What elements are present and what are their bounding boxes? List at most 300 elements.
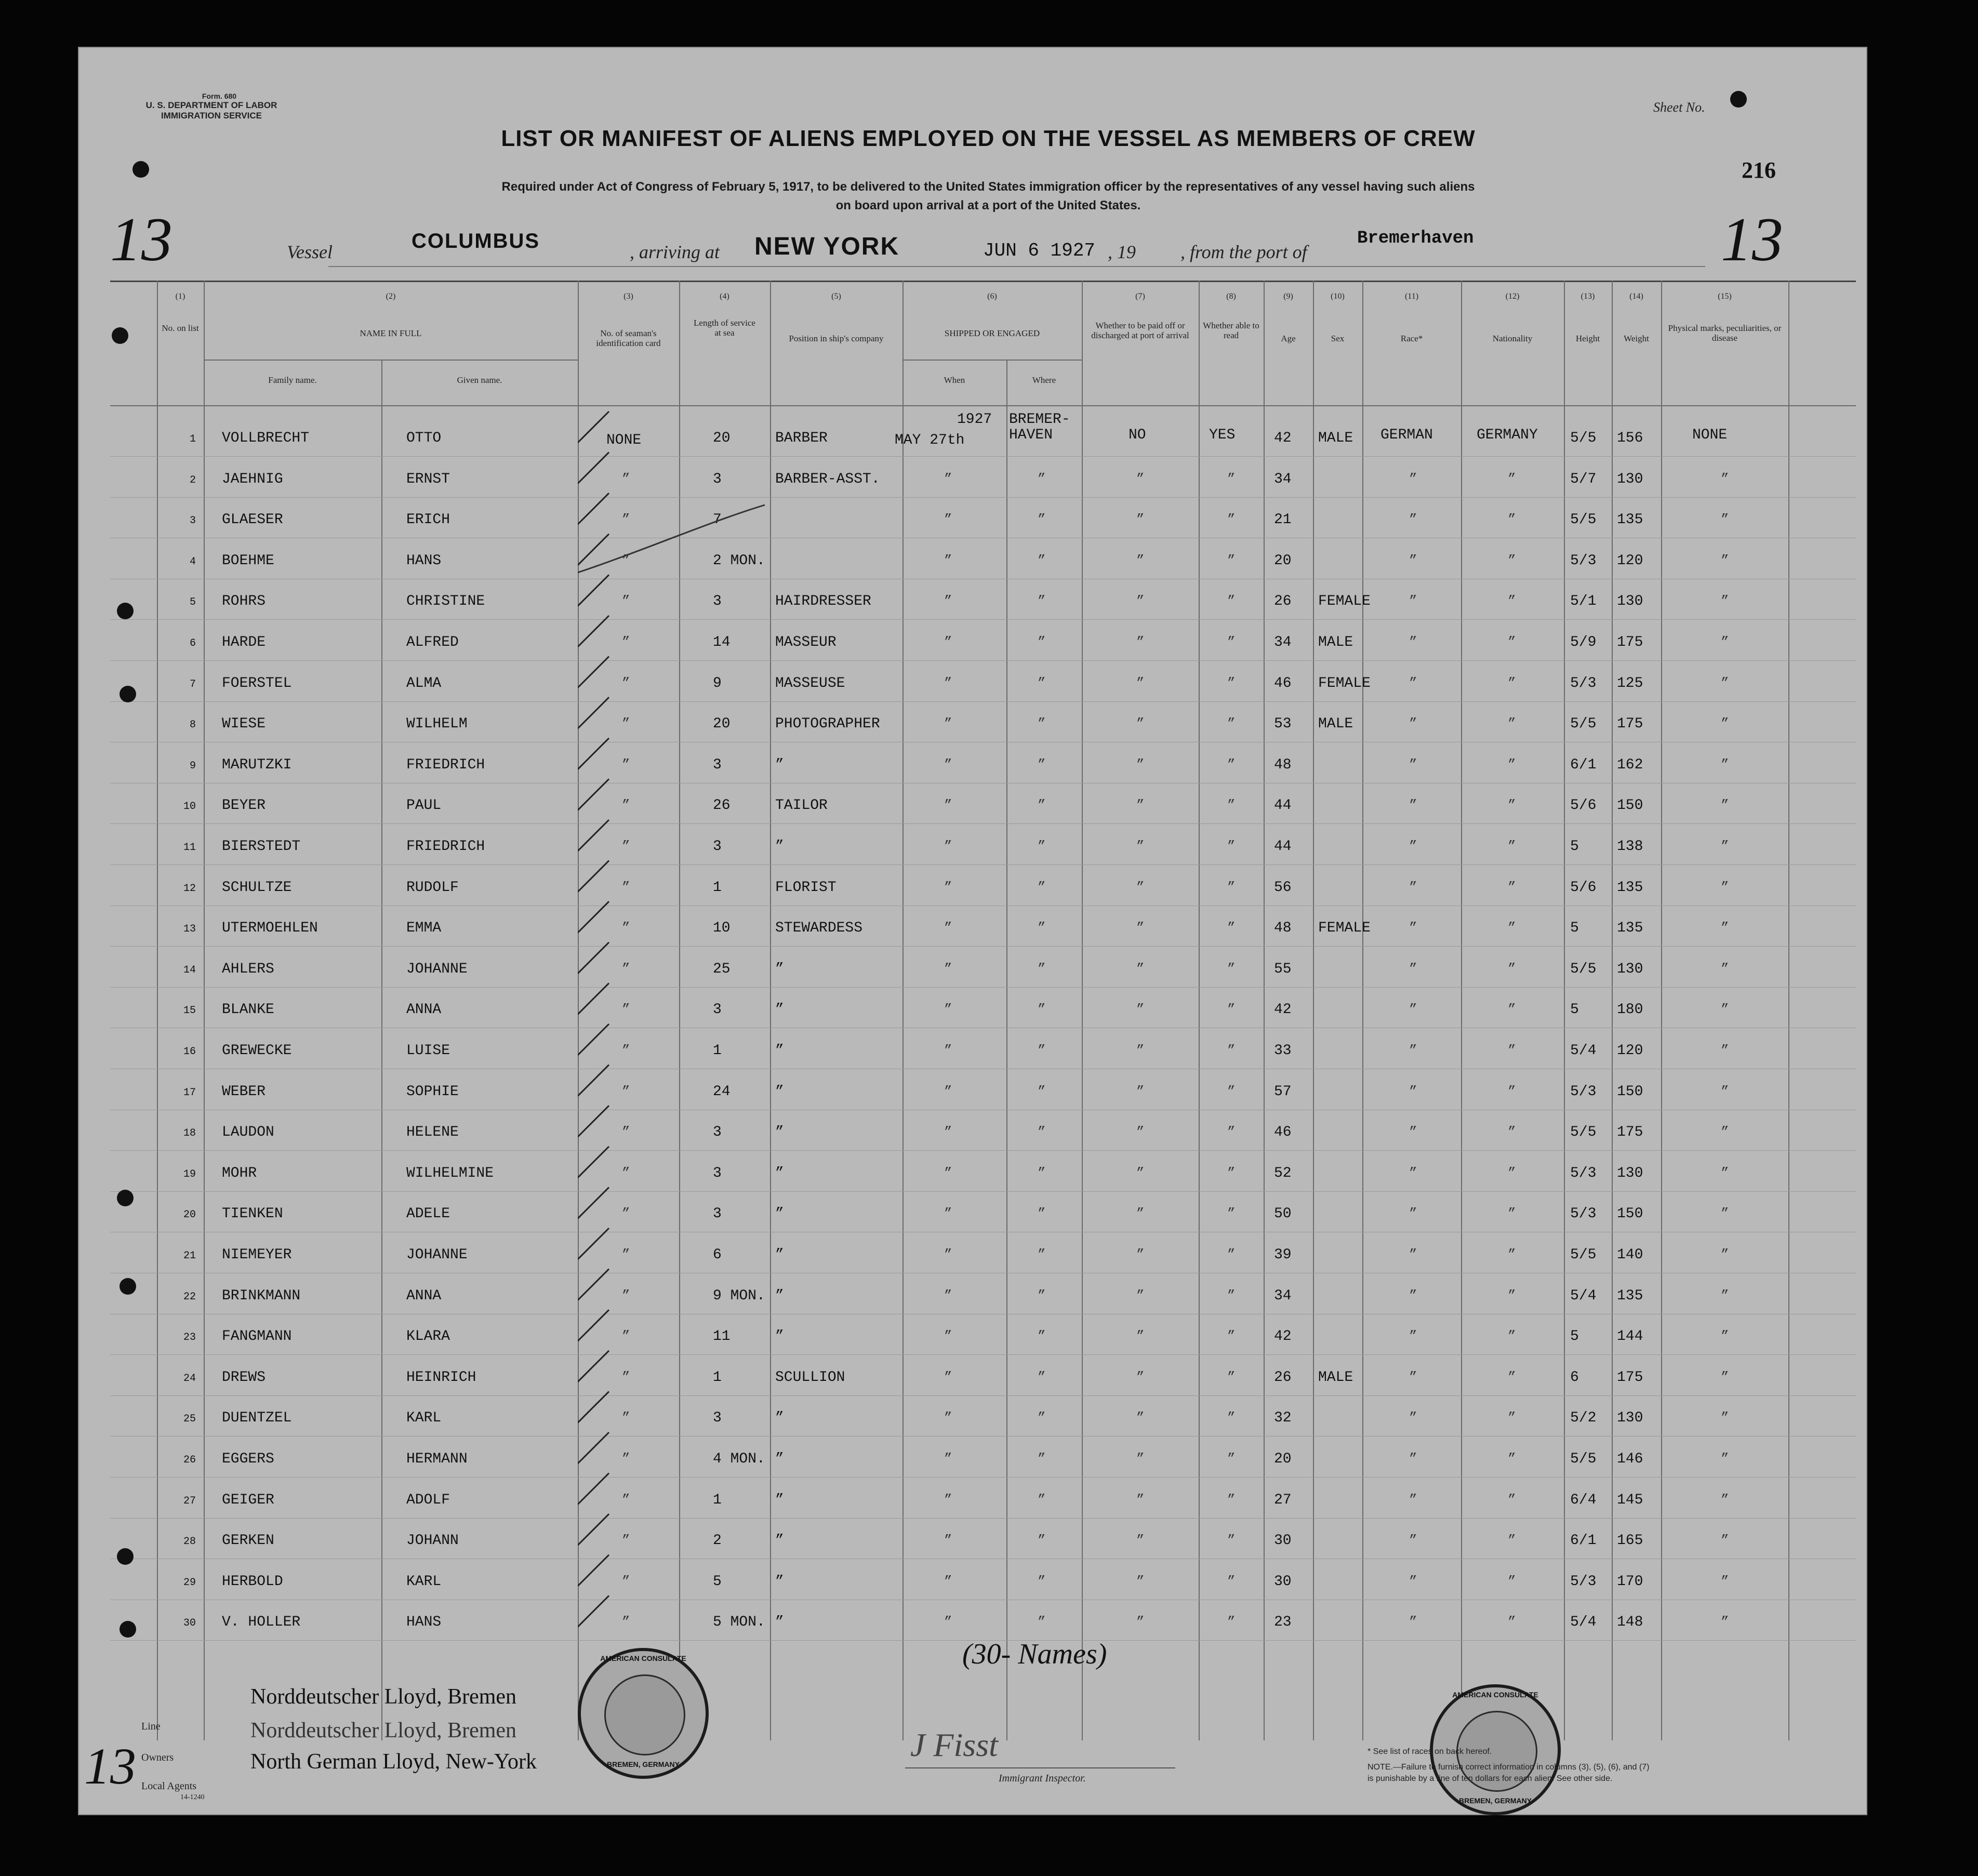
paid-off-ditto: ” (1136, 1124, 1145, 1140)
when-ditto: ” (944, 1451, 952, 1467)
row-rule (110, 456, 1856, 457)
family-name-cell: LAUDON (222, 1124, 274, 1141)
given-name-cell: HELENE (406, 1124, 459, 1141)
position-cell: BARBER-ASST. (775, 471, 880, 487)
age-cell: 55 (1274, 961, 1292, 977)
height-cell: 5/4 (1570, 1614, 1597, 1631)
race-ditto: ” (1409, 634, 1417, 650)
service-length-cell: 4 MON. (713, 1451, 765, 1467)
position-cell: STEWARDESS (775, 920, 863, 937)
check-slash (578, 1147, 609, 1178)
shipped-where-2: HAVEN (1009, 427, 1053, 443)
height-cell: 5/5 (1570, 1451, 1597, 1467)
given-name-cell: PAUL (406, 797, 442, 814)
when-ditto: ” (944, 716, 952, 732)
nationality-ditto: ” (1508, 634, 1516, 650)
given-name-cell: SOPHIE (406, 1083, 459, 1100)
height-cell: 6/4 (1570, 1492, 1597, 1508)
physical-ditto: ” (1721, 920, 1729, 936)
col-divider (1788, 281, 1789, 1740)
when-ditto: ” (944, 1083, 952, 1099)
height-cell: 5/3 (1570, 552, 1597, 569)
row-rule (110, 1395, 1856, 1396)
position-cell: ” (775, 1328, 784, 1345)
row-number: 29 (183, 1576, 196, 1589)
header-height: Height (1575, 334, 1600, 343)
paid-off-ditto: ” (1136, 552, 1145, 568)
row-number: 9 (189, 760, 196, 772)
check-slash (578, 1514, 609, 1545)
vessel-name: COLUMBUS (411, 230, 540, 252)
race-ditto: ” (1409, 1533, 1417, 1549)
service-length-cell: 3 (713, 756, 722, 773)
check-slash (578, 1595, 609, 1627)
race-ditto: ” (1409, 1247, 1417, 1262)
id-card-ditto: ” (622, 1573, 630, 1589)
nationality-ditto: ” (1508, 1533, 1516, 1549)
row-number: 13 (183, 923, 196, 936)
service-length-cell: 3 (713, 593, 722, 610)
check-slash (578, 1065, 609, 1096)
given-name-cell: ANNA (406, 1287, 442, 1304)
nationality-ditto: ” (1508, 1247, 1516, 1262)
header-physical: Physical marks, peculiarities, or disease (1668, 323, 1782, 343)
id-column-slash-marks (578, 406, 786, 1705)
id-card-ditto: ” (622, 471, 630, 487)
race-ditto: ” (1409, 1287, 1417, 1303)
able-read-ditto: ” (1227, 920, 1236, 936)
position-cell: ” (775, 756, 784, 773)
able-read-ditto: ” (1227, 1083, 1236, 1099)
given-name-cell: WILHELMINE (406, 1165, 494, 1181)
table-top-border (110, 281, 1856, 282)
age-cell: 42 (1274, 430, 1292, 446)
height-cell: 5/5 (1570, 1247, 1597, 1263)
check-slash (578, 1310, 609, 1341)
nationality-ditto: ” (1508, 961, 1516, 977)
weight-cell: 138 (1617, 839, 1643, 855)
row-number: 12 (183, 882, 196, 895)
where-ditto: ” (1038, 1124, 1046, 1140)
position-cell: ” (775, 1533, 784, 1549)
physical-ditto: ” (1721, 1083, 1729, 1099)
where-ditto: ” (1038, 797, 1046, 814)
manifest-sheet (78, 47, 1867, 1815)
col-number: (11) (1404, 292, 1419, 301)
where-ditto: ” (1038, 1492, 1046, 1508)
paid-off-ditto: ” (1136, 1492, 1145, 1508)
physical-ditto: ” (1721, 1614, 1729, 1630)
col-number: (12) (1505, 292, 1520, 301)
service-length-cell: 3 (713, 1410, 722, 1427)
given-name-cell: FRIEDRICH (406, 839, 485, 855)
able-read-ditto: ” (1227, 879, 1236, 895)
check-slash (578, 738, 609, 769)
given-name-cell: WILHELM (406, 716, 468, 733)
where-ditto: ” (1038, 1165, 1046, 1181)
where-ditto: ” (1038, 920, 1046, 936)
able-read-ditto: ” (1227, 471, 1236, 487)
footer-list-number: 13 (84, 1737, 136, 1795)
page-title: LIST OR MANIFEST OF ALIENS EMPLOYED ON THE VESSEL AS MEMBERS OF CREW (501, 126, 1476, 151)
position-cell: PHOTOGRAPHER (775, 716, 880, 733)
paid-off-ditto: ” (1136, 716, 1145, 732)
id-card-ditto: ” (622, 756, 630, 773)
race-value: GERMAN (1380, 427, 1433, 443)
paid-off-ditto: ” (1136, 471, 1145, 487)
nationality-ditto: ” (1508, 1492, 1516, 1508)
race-ditto: ” (1409, 1492, 1417, 1508)
sex-cell: MALE (1318, 1369, 1353, 1386)
agents-value: North German Lloyd, New-York (250, 1750, 537, 1774)
race-ditto: ” (1409, 1124, 1417, 1140)
check-slash (578, 820, 609, 851)
when-ditto: ” (944, 1614, 952, 1630)
col-number: (10) (1331, 292, 1345, 301)
inspector-label: Immigrant Inspector. (999, 1773, 1086, 1784)
nationality-ditto: ” (1508, 920, 1516, 936)
sex-cell: FEMALE (1318, 593, 1371, 610)
race-ditto: ” (1409, 1002, 1417, 1018)
age-cell: 52 (1274, 1165, 1292, 1181)
row-rule (110, 823, 1856, 824)
weight-cell: 140 (1617, 1247, 1643, 1263)
col-number: (6) (987, 292, 997, 301)
col-divider (1082, 281, 1083, 1740)
id-card-ditto: ” (622, 839, 630, 854)
able-read-ditto: ” (1227, 756, 1236, 773)
able-read-ditto: ” (1227, 1451, 1236, 1467)
height-cell: 6/1 (1570, 756, 1597, 773)
physical-ditto: ” (1721, 716, 1729, 732)
position-cell: SCULLION (775, 1369, 845, 1386)
family-name-cell: HARDE (222, 634, 266, 650)
col-number: (5) (831, 292, 841, 301)
physical-ditto: ” (1721, 797, 1729, 814)
race-ditto: ” (1409, 1083, 1417, 1099)
from-port: Bremerhaven (1357, 229, 1474, 248)
shipped-year: 1927 (957, 411, 992, 428)
given-name-cell: JOHANN (406, 1533, 459, 1549)
row-rule (110, 987, 1856, 988)
col-number: (3) (623, 292, 633, 301)
physical-ditto: ” (1721, 512, 1729, 528)
nationality-ditto: ” (1508, 1287, 1516, 1303)
check-slash (578, 1432, 609, 1463)
weight-cell: 148 (1617, 1614, 1643, 1631)
check-slash (578, 1024, 609, 1055)
weight-cell: 175 (1617, 716, 1643, 733)
nationality-ditto: ” (1508, 1083, 1516, 1099)
sex-cell: MALE (1318, 716, 1353, 733)
position-cell: MASSEUR (775, 634, 837, 650)
header-able-read: Whether able to read (1203, 321, 1259, 340)
paid-off-ditto: ” (1136, 797, 1145, 814)
given-name-cell: ADOLF (406, 1492, 450, 1508)
col-divider (1313, 281, 1314, 1740)
where-ditto: ” (1038, 1369, 1046, 1385)
given-name-cell: ADELE (406, 1206, 450, 1222)
consulate-stamp-left (578, 1648, 709, 1779)
physical-ditto: ” (1721, 1002, 1729, 1018)
when-ditto: ” (944, 552, 952, 568)
physical-ditto: ” (1721, 552, 1729, 568)
where-ditto: ” (1038, 1573, 1046, 1589)
weight-cell: 144 (1617, 1328, 1643, 1345)
position-cell: ” (775, 1287, 784, 1304)
age-cell: 34 (1274, 1287, 1292, 1304)
check-slash (578, 575, 609, 606)
service-length-cell: 11 (713, 1328, 731, 1345)
punch-hole (120, 686, 136, 702)
weight-cell: 125 (1617, 675, 1643, 691)
id-card-ditto: ” (622, 797, 630, 814)
id-card-ditto: ” (622, 1124, 630, 1140)
age-cell: 44 (1274, 797, 1292, 814)
stamp-city: BREMEN, GERMANY (1458, 1797, 1532, 1805)
paid-off-ditto: ” (1136, 1083, 1145, 1099)
service-length-cell: 6 (713, 1247, 722, 1263)
penalty-note-1: NOTE.—Failure to furnish correct information in columns (3), (5), (6), and (7) (1368, 1763, 1650, 1772)
age-cell: 50 (1274, 1206, 1292, 1222)
row-number: 19 (183, 1168, 196, 1180)
check-slash (578, 657, 609, 688)
row-number: 24 (183, 1372, 196, 1385)
id-card-ditto: ” (622, 1165, 630, 1181)
height-cell: 5/5 (1570, 716, 1597, 733)
able-read-ditto: ” (1227, 593, 1236, 609)
when-ditto: ” (944, 512, 952, 528)
service-length-cell: 3 (713, 1002, 722, 1018)
nationality-ditto: ” (1508, 1328, 1516, 1345)
header-sex: Sex (1331, 334, 1345, 343)
shipped-where-1: BREMER- (1009, 411, 1070, 428)
header-length-service: Length of service at sea (694, 318, 755, 338)
service-length-cell: 3 (713, 1165, 722, 1181)
agents-label: Local Agents (141, 1780, 197, 1792)
age-cell: 48 (1274, 756, 1292, 773)
check-slash (578, 1351, 609, 1382)
paid-off-ditto: ” (1136, 920, 1145, 936)
when-ditto: ” (944, 756, 952, 773)
sex-cell: FEMALE (1318, 675, 1371, 691)
arrival-date: JUN 6 1927 (983, 240, 1096, 261)
line-value: Norddeutscher Lloyd, Bremen (250, 1685, 517, 1709)
given-name-cell: EMMA (406, 920, 442, 937)
given-name-cell: ANNA (406, 1002, 442, 1018)
family-name-cell: WEBER (222, 1083, 266, 1100)
race-ditto: ” (1409, 839, 1417, 854)
when-ditto: ” (944, 1533, 952, 1549)
nationality-ditto: ” (1508, 512, 1516, 528)
physical-ditto: ” (1721, 1206, 1729, 1222)
list-number-left: 13 (110, 205, 172, 274)
physical-ditto: ” (1721, 1410, 1729, 1426)
nationality-ditto: ” (1508, 1206, 1516, 1222)
where-ditto: ” (1038, 1410, 1046, 1426)
height-cell: 5/5 (1570, 430, 1597, 446)
able-read-ditto: ” (1227, 512, 1236, 528)
check-slash (578, 901, 609, 933)
able-read-ditto: ” (1227, 1614, 1236, 1630)
row-number: 1 (189, 433, 196, 445)
race-ditto: ” (1409, 1451, 1417, 1467)
when-ditto: ” (944, 1573, 952, 1589)
race-ditto: ” (1409, 756, 1417, 773)
position-cell: ” (775, 1573, 784, 1590)
height-cell: 5/3 (1570, 1165, 1597, 1181)
age-cell: 34 (1274, 471, 1292, 487)
check-slash (578, 1391, 609, 1422)
position-cell: ” (775, 1614, 784, 1631)
nationality-ditto: ” (1508, 471, 1516, 487)
stamp-text: AMERICAN CONSULATE (1452, 1691, 1538, 1699)
able-read-ditto: ” (1227, 1002, 1236, 1018)
position-cell: ” (775, 1451, 784, 1467)
id-card-ditto: ” (622, 1492, 630, 1508)
row-number: 3 (189, 515, 196, 527)
family-name-cell: SCHULTZE (222, 879, 292, 896)
family-name-cell: NIEMEYER (222, 1247, 292, 1263)
physical-ditto: ” (1721, 1165, 1729, 1181)
able-read-ditto: ” (1227, 1043, 1236, 1058)
race-ditto: ” (1409, 1328, 1417, 1345)
col-number: (14) (1629, 292, 1643, 301)
paid-off-ditto: ” (1136, 1206, 1145, 1222)
paid-off-ditto: ” (1136, 1328, 1145, 1345)
paid-off-ditto: ” (1136, 1614, 1145, 1630)
given-name-cell: ERICH (406, 512, 450, 528)
able-read-ditto: ” (1227, 552, 1236, 568)
physical-ditto: ” (1721, 756, 1729, 773)
owners-value: Norddeutscher Lloyd, Bremen (250, 1719, 517, 1742)
able-read-ditto: ” (1227, 1492, 1236, 1508)
physical-ditto: ” (1721, 593, 1729, 609)
when-ditto: ” (944, 961, 952, 977)
physical-ditto: ” (1721, 839, 1729, 854)
service-length-cell: 2 MON. (713, 552, 765, 569)
age-cell: 26 (1274, 1369, 1292, 1386)
sex-cell: MALE (1318, 430, 1353, 446)
punch-hole (132, 161, 149, 178)
nationality-ditto: ” (1508, 593, 1516, 609)
punch-hole (120, 1278, 136, 1295)
height-cell: 6 (1570, 1369, 1579, 1386)
id-card-ditto: ” (622, 961, 630, 977)
check-slash (578, 1106, 609, 1137)
when-ditto: ” (944, 1002, 952, 1018)
year-label: , 19 (1108, 242, 1136, 262)
when-ditto: ” (944, 634, 952, 650)
physical-ditto: ” (1721, 634, 1729, 650)
service-length-cell: 3 (713, 1206, 722, 1222)
header-race: Race* (1400, 334, 1423, 343)
nationality-ditto: ” (1508, 1165, 1516, 1181)
nationality-ditto: ” (1508, 716, 1516, 732)
weight-cell: 146 (1617, 1451, 1643, 1467)
check-slash (578, 779, 609, 810)
age-cell: 23 (1274, 1614, 1292, 1631)
penalty-note-2: is punishable by a fine of ten dollars for each alien. See other side. (1368, 1774, 1613, 1783)
race-ditto: ” (1409, 675, 1417, 691)
weight-cell: 150 (1617, 1083, 1643, 1100)
row-rule (110, 1191, 1856, 1192)
paid-off-ditto: ” (1136, 1165, 1145, 1181)
position-cell: ” (775, 839, 784, 855)
weight-cell: 150 (1617, 797, 1643, 814)
service-length-cell: 5 (713, 1573, 722, 1590)
arriving-label: , arriving at (630, 242, 720, 262)
physical-ditto: ” (1721, 1369, 1729, 1385)
col-divider (381, 360, 382, 1740)
row-number: 14 (183, 964, 196, 976)
weight-cell: 130 (1617, 1410, 1643, 1427)
row-rule (110, 660, 1856, 661)
paid-off-ditto: ” (1136, 1410, 1145, 1426)
position-cell: ” (775, 1206, 784, 1222)
row-number: 22 (183, 1290, 196, 1303)
col-number: (1) (175, 292, 185, 301)
row-rule (110, 1150, 1856, 1151)
inspector-signature: J Fisst (910, 1726, 998, 1763)
where-ditto: ” (1038, 1287, 1046, 1303)
when-ditto: ” (944, 1206, 952, 1222)
physical-ditto: ” (1721, 1124, 1729, 1140)
able-read-ditto: ” (1227, 1247, 1236, 1262)
given-name-cell: JOHANNE (406, 1247, 468, 1263)
weight-cell: 180 (1617, 1002, 1643, 1018)
when-ditto: ” (944, 1165, 952, 1181)
where-ditto: ” (1038, 471, 1046, 487)
height-cell: 5 (1570, 920, 1579, 937)
position-cell: ” (775, 1124, 784, 1141)
where-ditto: ” (1038, 716, 1046, 732)
paid-off-ditto: ” (1136, 634, 1145, 650)
row-number: 2 (189, 474, 196, 486)
given-name-cell: OTTO (406, 430, 442, 446)
row-rule (110, 497, 1856, 498)
paid-off-ditto: ” (1136, 593, 1145, 609)
family-name-cell: FOERSTEL (222, 675, 292, 691)
race-ditto: ” (1409, 471, 1417, 487)
age-cell: 46 (1274, 675, 1292, 691)
given-name-cell: CHRISTINE (406, 593, 485, 610)
height-cell: 5/7 (1570, 471, 1597, 487)
check-slash (578, 453, 609, 484)
nationality-ditto: ” (1508, 1043, 1516, 1058)
position-cell: TAILOR (775, 797, 828, 814)
age-cell: 27 (1274, 1492, 1292, 1508)
col-divider (157, 281, 158, 1740)
race-ditto: ” (1409, 512, 1417, 528)
check-slash (578, 1269, 609, 1300)
id-card-ditto: ” (622, 1369, 630, 1385)
race-ditto: ” (1409, 1614, 1417, 1630)
height-cell: 5 (1570, 1328, 1579, 1345)
able-read-ditto: ” (1227, 634, 1236, 650)
when-ditto: ” (944, 1043, 952, 1058)
nationality-ditto: ” (1508, 797, 1516, 814)
nationality-ditto: ” (1508, 756, 1516, 773)
able-read-ditto: ” (1227, 1369, 1236, 1385)
family-name-cell: JAEHNIG (222, 471, 283, 487)
age-cell: 56 (1274, 879, 1292, 896)
col-divider (1661, 281, 1662, 1740)
id-card-ditto: ” (622, 1533, 630, 1549)
nationality-ditto: ” (1508, 1451, 1516, 1467)
physical-ditto: ” (1721, 1533, 1729, 1549)
height-cell: 5 (1570, 839, 1579, 855)
